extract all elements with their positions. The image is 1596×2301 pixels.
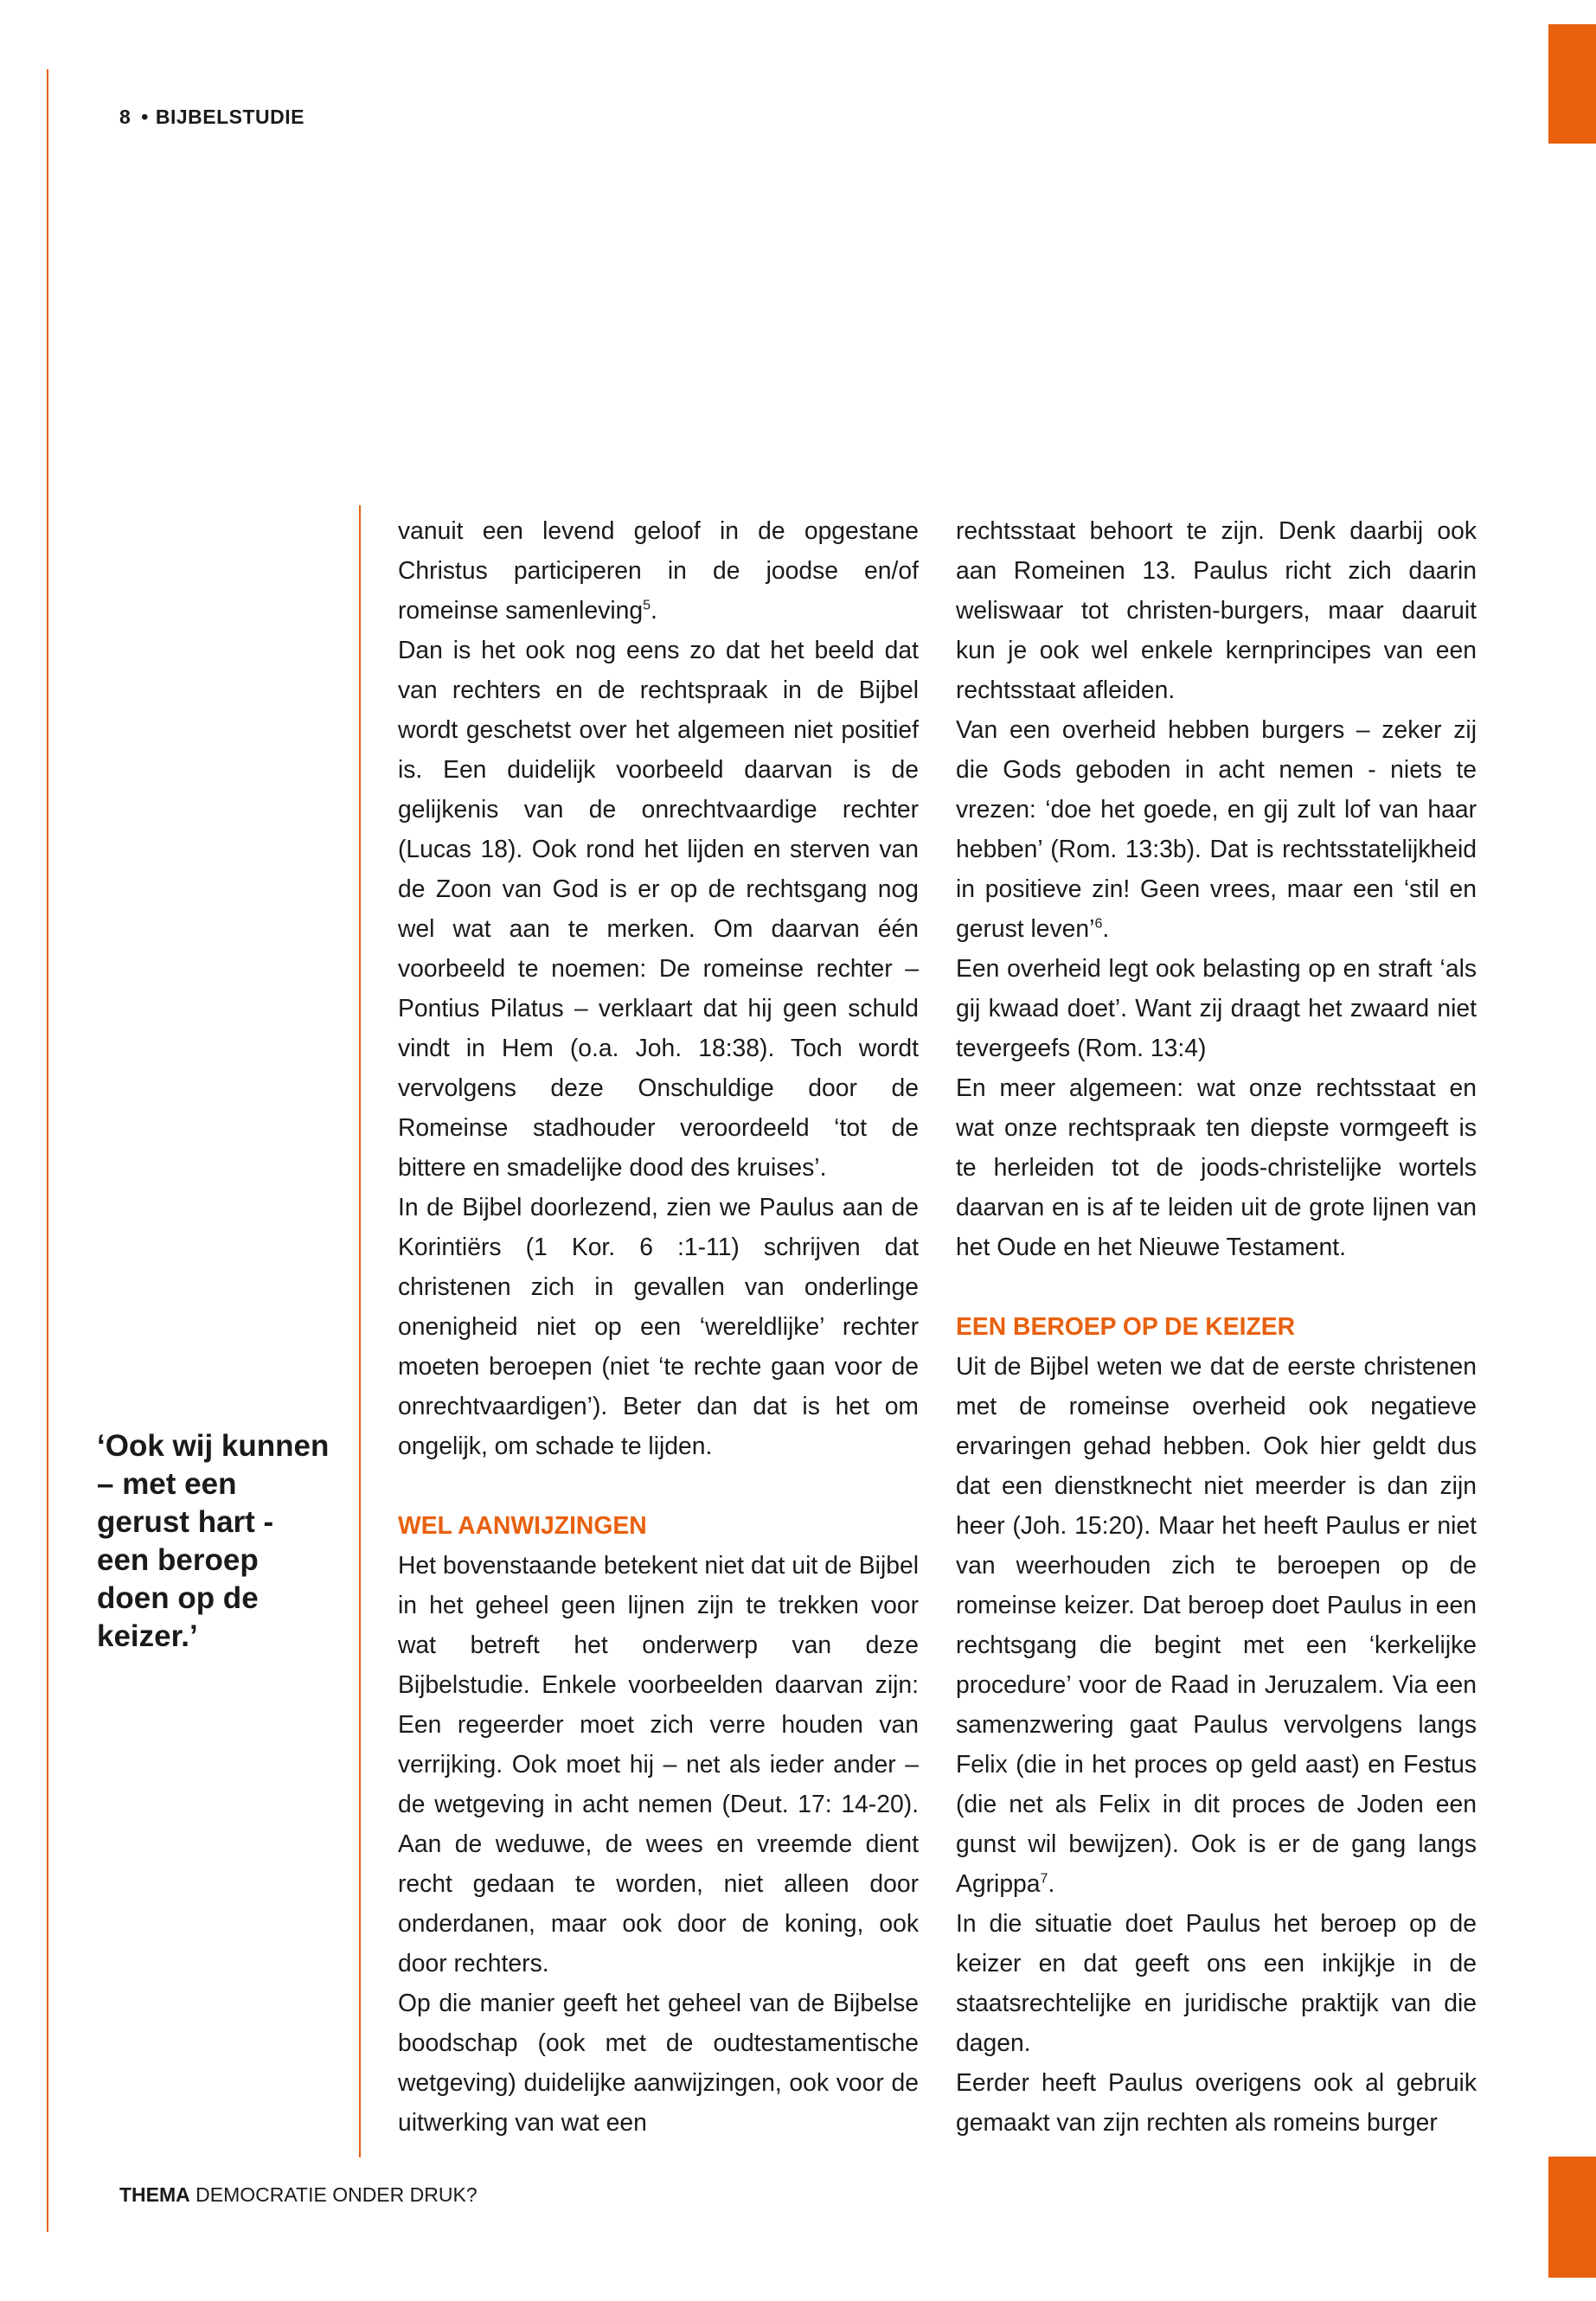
footer-title: DEMOCRATIE ONDER DRUK?	[195, 2183, 478, 2206]
paragraph: En meer algemeen: wat onze rechtsstaat en wat onze rechtspraak ten diepste vormgeeft is te herleiden tot de joods-christelijke wortels daarvan en is af te leiden uit de grote lijnen van het Oude en het Nieuwe Testament.	[956, 1074, 1477, 1260]
section-heading: WEL AANWIJZINGEN	[398, 1511, 647, 1539]
right-column	[956, 510, 1477, 2142]
footnote-ref: 7	[1040, 1871, 1048, 1887]
page-number: 8	[119, 106, 131, 128]
footer-brand: THEMA	[119, 2183, 190, 2206]
paragraph: Uit de Bijbel weten we dat de eerste christenen met de romeinse overheid ook negatieve ervaringen gehad hebben. Ook hier geldt dus dat een dienstknecht niet meerder is dan zijn heer (Joh. 15:20). Maar het heeft Paulus er niet van weerhouden zich te beroepen op de romeinse keizer. Dat beroep doet Paulus in een rechtsgang die begint met een ‘kerkelijke procedure’ voor de Raad in Jeruzalem. Via een samenzwering gaat Paulus vervolgens langs Felix (die in het proces op geld aast) en Festus (die net als Felix in dit proces de Joden een gunst wil bewijzen). Ook is er de gang langs Agrippa$^7$.	[956, 1352, 1477, 1897]
pull-quote: ‘Ook wij kunnen – met een gerust hart - een beroep doen op de keizer.’	[97, 1429, 330, 1653]
paragraph: vanuit een levend geloof in de opgestane Christus participeren in de joodse en/of romeinse samenleving$^5$.	[398, 516, 919, 624]
page-footer	[119, 2183, 478, 2207]
paragraph: Een overheid legt ook belasting op en straft ‘als gij kwaad doet’. Want zij draagt het zwaard niet tevergeefs (Rom. 13:4)	[956, 954, 1477, 1061]
paragraph: Op die manier geeft het geheel van de Bijbelse boodschap (ook met de oudtestamentische wetgeving) duidelijke aanwijzingen, ook voor de uitwerking van wat een	[398, 1989, 919, 2136]
section-title: BIJBELSTUDIE	[155, 106, 304, 128]
top-edge-tab	[1548, 24, 1596, 144]
footnote-ref: 6	[1094, 916, 1103, 932]
paragraph: In de Bijbel doorlezend, zien we Paulus aan de Korintiërs (1 Kor. 6 :1-11) schrijven dat christenen zich in gevallen van onderlinge onenigheid niet op een ‘wereldlijke’ rechter moeten beroepen (niet ‘te rechte gaan voor de onrechtvaardigen’). Beter dan dat is het om ongelijk, om schade te lijden.	[398, 1193, 919, 1459]
paragraph: Het bovenstaande betekent niet dat uit de Bijbel in het geheel geen lijnen zijn te trekken voor wat betreft het onderwerp van deze Bijbelstudie. Enkele voorbeelden daarvan zijn: Een regeerder moet zich verre houden van verrijking. Ook moet hij – net als ieder ander –de wetgeving in acht nemen (Deut. 17: 14-20). Aan de weduwe, de wees en vreemde dient recht gedaan te worden, niet alleen door onderdanen, maar ook door de koning, ook door rechters.	[398, 1551, 919, 1977]
bottom-edge-tab	[1548, 2157, 1596, 2278]
paragraph: Dan is het ook nog eens zo dat het beeld dat van rechters en de rechtspraak in de Bijbel wordt geschetst over het algemeen niet positief is. Een duidelijk voorbeeld daarvan is de gelijkenis van de onrechtvaardige rechter (Lucas 18). Ook rond het lijden en sterven van de Zoon van God is er op de rechtsgang nog wel wat aan te merken. Om daarvan één voorbeeld te noemen: De romeinse rechter – Pontius Pilatus – verklaart dat hij geen schuld vindt in Hem (o.a. Joh. 18:38). Toch wordt vervolgens deze Onschuldige door de Romeinse stadhouder veroordeeld ‘tot de bittere en smadelijke dood des kruises’.	[398, 636, 919, 1181]
left-column	[398, 510, 919, 2142]
section-heading: EEN BEROEP OP DE KEIZER	[956, 1312, 1296, 1340]
paragraph: In die situatie doet Paulus het beroep op de keizer en dat geeft ons een inkijkje in de staatsrechtelijke en juridische praktijk van die dagen.	[956, 1909, 1477, 2056]
column-divider	[359, 505, 361, 2157]
left-margin-rule	[47, 69, 48, 2232]
footnote-ref: 5	[643, 598, 651, 613]
paragraph: Eerder heeft Paulus overigens ook al gebruik gemaakt van zijn rechten als romeins burger	[956, 2068, 1477, 2136]
paragraph: rechtsstaat behoort te zijn. Denk daarbij ook aan Romeinen 13. Paulus richt zich daarin weliswaar tot christen-burgers, maar daaruit kun je ook wel enkele kernprincipes van een rechtsstaat afleiden.	[956, 516, 1477, 703]
page-header	[119, 106, 304, 129]
paragraph: Van een overheid hebben burgers – zeker zij die Gods geboden in acht nemen - niets te vrezen: ‘doe het goede, en gij zult lof van haar hebben’ (Rom. 13:3b). Dat is rechtsstatelijkheid in positieve zin! Geen vrees, maar een ‘stil en gerust leven’$^6$.	[956, 715, 1477, 942]
header-separator: •	[141, 106, 149, 128]
